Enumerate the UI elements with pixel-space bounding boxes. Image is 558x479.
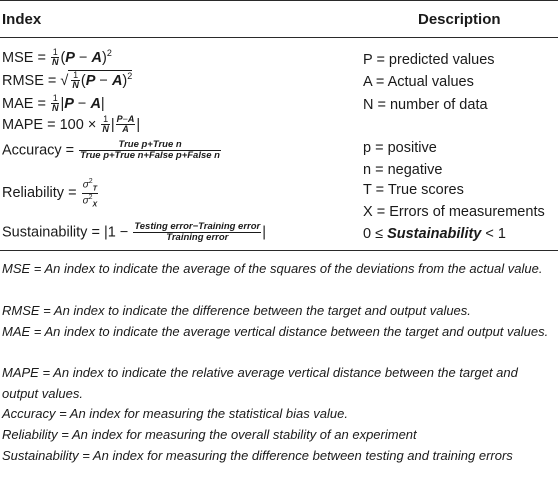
accuracy-denominator: True p+True n+False p+False n (80, 149, 220, 161)
footnote-accuracy: Accuracy = An index for measuring the statistical bias value. (2, 406, 348, 421)
desc-predicted: P = predicted values (363, 52, 495, 68)
footnote-reliability: Reliability = An index for measuring the overall stability of an experiment (2, 427, 417, 442)
section-divider (0, 250, 558, 251)
footnote-mape: MAPE = An index to indicate the relative average vertical distance between the target and output values. (2, 365, 518, 401)
footnote-rmse: RMSE = An index to indicate the difference between the target and output values. (2, 303, 471, 318)
header-index: Index (2, 11, 42, 28)
formula-mape: MAPE = 100 × $\frac{1}{N}$ | $\frac{P-A}{A}$ | (2, 114, 141, 135)
desc-number: N = number of data (363, 97, 488, 113)
desc-negative: n = negative (363, 162, 443, 178)
formula-reliability-label: Reliability = (2, 185, 81, 201)
footnote-sustainability: Sustainability = An index for measuring the difference between testing and training errors (2, 448, 513, 463)
formula-mape-label: MAPE = 100 × (2, 116, 101, 133)
formula-mse: MSE = $\frac{1}{N}$ $(P - A)^2$ (2, 47, 112, 68)
footnote-mae: MAE = An index to indicate the average vertical distance between the target and output values. (2, 324, 549, 339)
desc-actual: A = Actual values (363, 74, 474, 90)
desc-sustainability-range: 0 ≤ Sustainability < 1 (363, 226, 506, 242)
formula-mae: MAE = $\frac{1}{N}$ |P − A| (2, 93, 105, 114)
formula-accuracy-label: Accuracy = (2, 142, 79, 159)
formula-mae-label: MAE = (2, 95, 50, 112)
fraction-one-over-n: $\frac{1}{N}$ (51, 47, 59, 68)
desc-true-scores: T = True scores (363, 182, 464, 198)
formula-rmse-label: RMSE = (2, 72, 61, 89)
sustainability-denominator: Training error (166, 231, 229, 243)
sqrt-symbol: √ $\frac{1}{N}$ $(P - A)^2$ (60, 70, 133, 91)
header-description: Description (418, 11, 501, 28)
desc-errors: X = Errors of measurements (363, 204, 545, 220)
footnote-mse: MSE = An index to indicate the average of the squares of the deviations from the actual value. (2, 261, 543, 276)
sustainability-numerator: Testing error−Training error (134, 221, 261, 232)
table-header (0, 0, 558, 38)
accuracy-numerator: True p+True n (79, 140, 221, 151)
desc-positive: p = positive (363, 140, 437, 156)
formula-reliability: Reliability = $\frac{\sigma^2_T}{\sigma^2_X}$ (2, 178, 98, 208)
formula-sustainability-label: Sustainability = |1 − (2, 224, 133, 241)
formula-rmse (2, 70, 132, 91)
formula-mse-label: MSE = (2, 49, 50, 66)
formula-sustainability: Sustainability = |1 − $\frac{\text{Testing error−Training error}}{\text{Training error}}$ | (2, 221, 267, 243)
formula-accuracy (2, 140, 222, 161)
